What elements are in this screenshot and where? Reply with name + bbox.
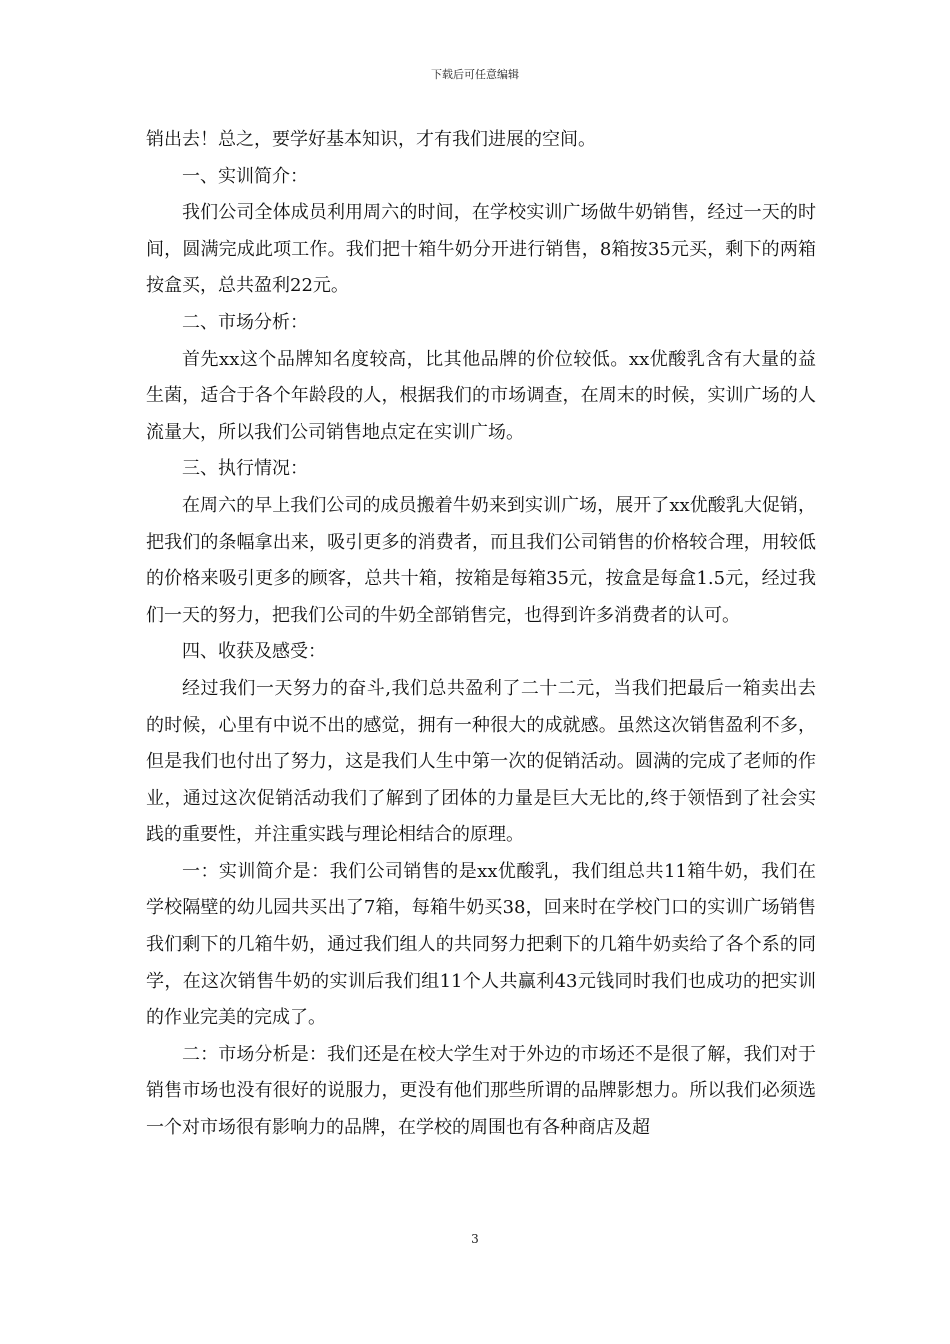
- section-heading-market: 二、市场分析：: [182, 311, 308, 333]
- paragraph-6: 在周六的早上我们公司的成员搬着牛奶来到实训广场，展开了xx优酸乳大促销，把我们的条幅拿出来，吸引更多的消费者，而且我们公司销售的价格较合理，用较低的价格来吸引更多的顾客，总共十箱，按箱是每箱35元，按盒是每盒1.5元，经过我们一天的努力，把我们公司的牛奶全部销售完，也得到许多消费者的认可。: [146, 494, 816, 626]
- section-heading-intro: 一、实训简介：: [182, 165, 308, 187]
- section-heading-gains: 四、收获及感受：: [182, 641, 326, 663]
- paragraph-10: 二：市场分析是：我们还是在校大学生对于外边的市场还不是很了解，我们对于销售市场也没有很好的说服力，更没有他们那些所谓的品牌影想力。所以我们必须选一个对市场很有影响力的品牌，在学校的周围也有各种商店及超: [146, 1043, 816, 1139]
- paragraph-0: 销出去！总之，要学好基本知识，才有我们进展的空间。: [146, 129, 596, 150]
- paragraph-2: 我们公司全体成员利用周六的时间，在学校实训广场做牛奶销售，经过一天的时间，圆满完成此项工作。我们把十箱牛奶分开进行销售，8箱按35元买，剩下的两箱按盒买，总共盈利22元。: [146, 202, 816, 297]
- page-header: 下载后可任意编辑: [431, 68, 519, 81]
- document-body: [146, 122, 816, 1147]
- paragraph-4: 首先xx这个品牌知名度较高，比其他品牌的价位较低。xx优酸乳含有大量的益生菌，适合于各个年龄段的人，根据我们的市场调查，在周末的时候，实训广场的人流量大，所以我们公司销售地点定在实训广场。: [146, 348, 816, 443]
- section-heading-execution: 三、执行情况：: [182, 458, 308, 480]
- page-number: 3: [471, 1232, 479, 1246]
- paragraph-8: 经过我们一天努力的奋斗,我们总共盈利了二十二元，当我们把最后一箱卖出去的时候，心里有中说不出的感觉，拥有一种很大的成就感。虽然这次销售盈利不多，但是我们也付出了努力，这是我们人生中第一次的促销活动。圆满的完成了老师的作业，通过这次促销活动我们了解到了团体的力量是巨大无比的,终于领悟到了社会实践的重要性，并注重实践与理论相结合的原理。: [146, 677, 816, 846]
- paragraph-9: 一：实训简介是：我们公司销售的是xx优酸乳，我们组总共11箱牛奶，我们在学校隔壁的幼儿园共买出了7箱，每箱牛奶买38，回来时在学校门口的实训广场销售我们剩下的几箱牛奶，通过我们组人的共同努力把剩下的几箱牛奶卖给了各个系的同学，在这次销售牛奶的实训后我们组11个人共赢利43元钱同时我们也成功的把实训的作业完美的完成了。: [146, 860, 816, 1029]
